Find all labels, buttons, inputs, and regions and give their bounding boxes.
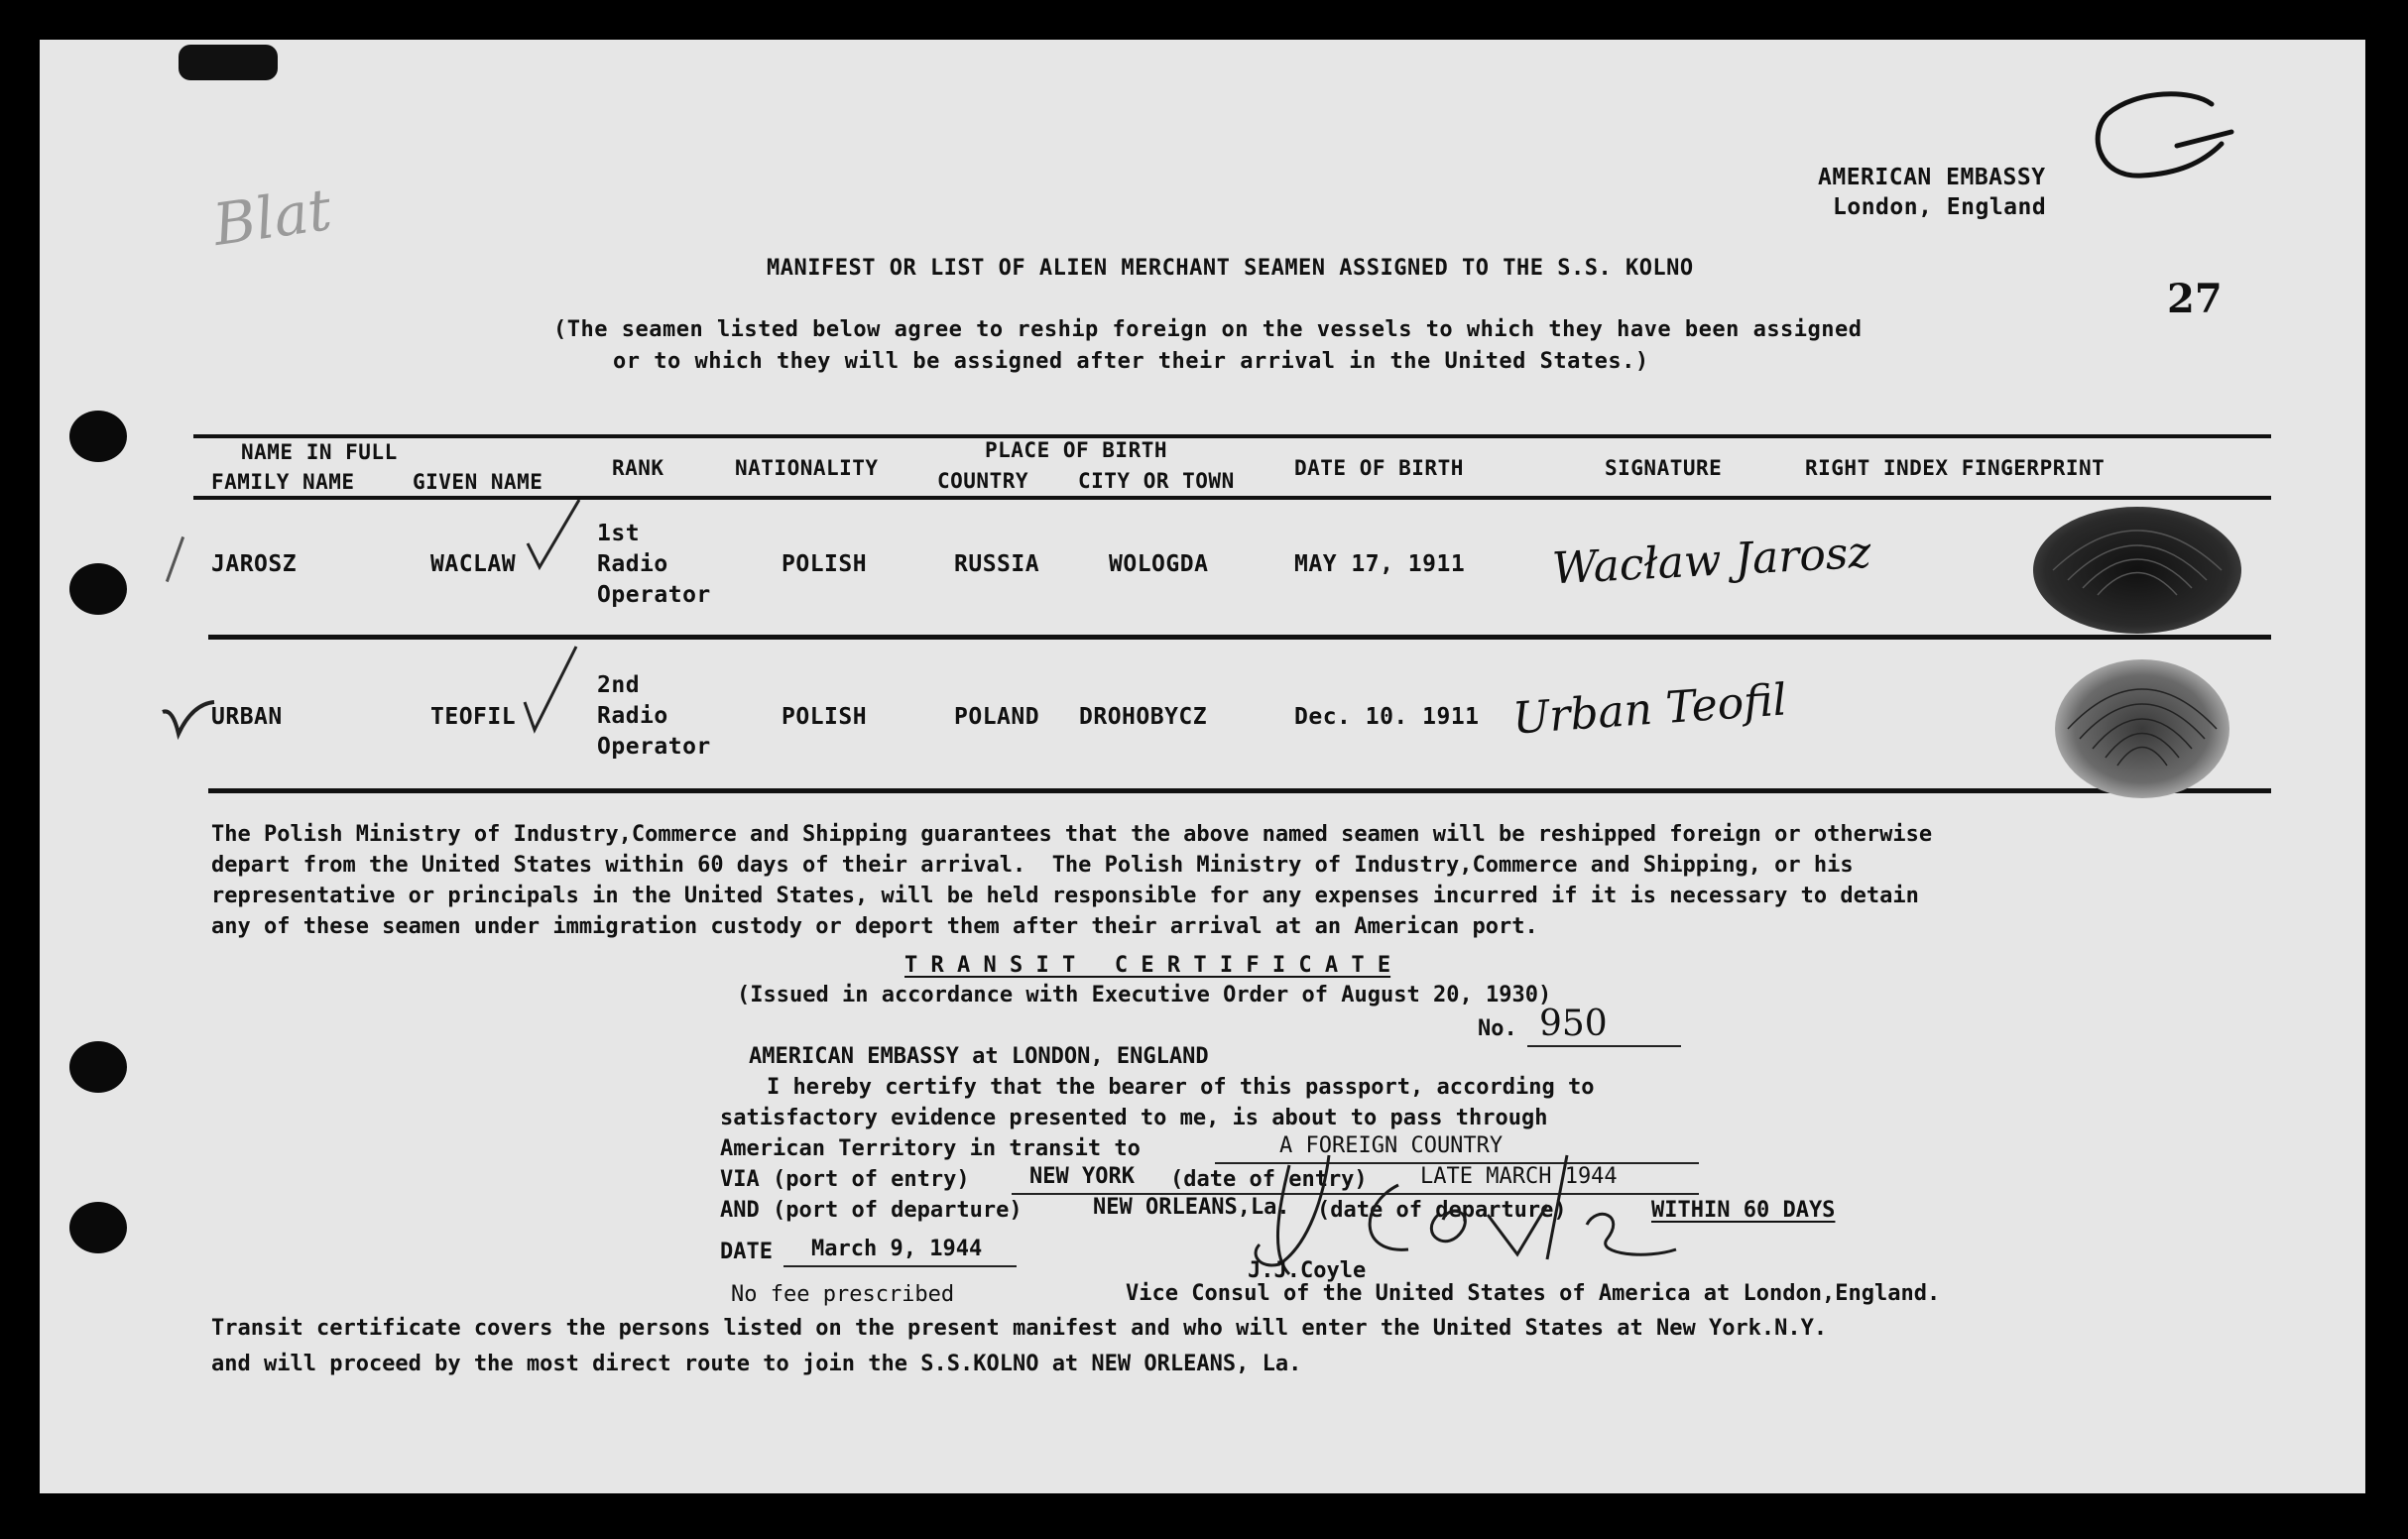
- number-underline: [1527, 1045, 1681, 1047]
- header-city-or-town: CITY OR TOWN: [1078, 469, 1235, 493]
- table-rule-row1: [208, 635, 2271, 640]
- nationality-cell: POLISH: [782, 704, 868, 730]
- guarantee-line: The Polish Ministry of Industry,Commerce and Shipping guarantees that the above named seamen will be reshipped foreign or otherwise: [211, 822, 1933, 847]
- check-mark-icon: [159, 694, 218, 744]
- fee-note: No fee prescribed: [731, 1282, 955, 1307]
- table-rule-top: [193, 434, 2271, 438]
- certificate-heading: T R A N S I T C E R T I F I C A T E: [904, 953, 1391, 978]
- certificate-no-label: No.: [1478, 1016, 1517, 1041]
- margin-scribble: Blat: [208, 176, 336, 259]
- document-title: MANIFEST OR LIST OF ALIEN MERCHANT SEAMEN ASSIGNED TO THE S.S. KOLNO: [767, 256, 1694, 281]
- table-rule-header: [193, 496, 2271, 500]
- certificate-body: satisfactory evidence presented to me, is about to pass through: [720, 1106, 1548, 1130]
- table-rule-row2: [208, 788, 2271, 793]
- check-mark-icon: [524, 496, 583, 575]
- header-name-in-full: NAME IN FULL: [241, 440, 398, 464]
- family-name-cell: URBAN: [211, 704, 283, 730]
- rank-cell: 2nd: [597, 672, 641, 698]
- country-cell: POLAND: [954, 704, 1040, 730]
- page-number: 27: [2167, 276, 2223, 322]
- date-underline: [783, 1265, 1017, 1267]
- punch-hole: [69, 1041, 127, 1093]
- punch-hole: [69, 563, 127, 615]
- header-date-of-birth: DATE OF BIRTH: [1294, 456, 1464, 480]
- and-label: AND (port of departure): [720, 1198, 1023, 1223]
- date-of-birth-cell: Dec. 10. 1911: [1294, 704, 1480, 730]
- fingerprint-image: [2028, 501, 2246, 640]
- rank-cell: Operator: [597, 582, 711, 608]
- certificate-issued: (Issued in accordance with Executive Order of August 20, 1930): [737, 983, 1552, 1007]
- officer-name: J.J.Coyle: [1248, 1258, 1367, 1283]
- destination-value: A FOREIGN COUNTRY: [1279, 1133, 1504, 1158]
- given-name-cell: TEOFIL: [430, 704, 517, 730]
- signature-cell: Wacław Jarosz: [1550, 527, 1872, 595]
- officer-title: Vice Consul of the United States of America at London,England.: [1126, 1281, 1941, 1306]
- date-of-birth-cell: MAY 17, 1911: [1294, 551, 1466, 577]
- guarantee-line: depart from the United States within 60 days of their arrival. The Polish Ministry of Industry,Commerce and Shipping, or his: [211, 853, 1854, 878]
- embassy-city: London, England: [1833, 194, 2047, 220]
- rank-cell: Operator: [597, 734, 711, 760]
- certificate-embassy: AMERICAN EMBASSY at LONDON, ENGLAND: [749, 1044, 1209, 1069]
- guarantee-line: any of these seamen under immigration custody or deport them after their arrival at an American port.: [211, 914, 1538, 939]
- certificate-number: 950: [1539, 1004, 1608, 1044]
- date-of-entry-value: LATE MARCH 1944: [1420, 1164, 1618, 1189]
- date-of-departure-value: WITHIN 60 DAYS: [1651, 1198, 1836, 1223]
- footer-line: and will proceed by the most direct route to join the S.S.KOLNO at NEW ORLEANS, La.: [211, 1352, 1302, 1376]
- fingerprint-image: [2048, 654, 2236, 803]
- family-name-cell: JAROSZ: [211, 551, 298, 577]
- given-name-cell: WACLAW: [430, 551, 517, 577]
- header-nationality: NATIONALITY: [735, 456, 879, 480]
- via-label: VIA (port of entry): [720, 1167, 970, 1192]
- signature-cell: Urban Teofil: [1510, 674, 1789, 745]
- date-of-departure-label: (date of departure): [1317, 1198, 1567, 1223]
- rank-cell: 1st: [597, 521, 641, 546]
- date-label: DATE: [720, 1240, 773, 1264]
- guarantee-line: representative or principals in the United States, will be held responsible for any expenses incurred if it is necessary to detain: [211, 884, 1919, 908]
- punch-hole: [69, 411, 127, 462]
- city-cell: DROHOBYCZ: [1079, 704, 1208, 730]
- handwritten-g-mark: [2083, 84, 2241, 193]
- nationality-cell: POLISH: [782, 551, 868, 577]
- country-cell: RUSSIA: [954, 551, 1040, 577]
- port-of-departure-value: NEW ORLEANS,La.: [1093, 1195, 1290, 1220]
- document-subtitle-2: or to which they will be assigned after their arrival in the United States.): [613, 349, 1649, 374]
- header-fingerprint: RIGHT INDEX FINGERPRINT: [1805, 456, 2106, 480]
- officer-signature: [1309, 1190, 1313, 1191]
- header-place-of-birth: PLACE OF BIRTH: [985, 438, 1168, 462]
- rank-cell: Radio: [597, 703, 668, 729]
- port-of-entry-value: NEW YORK: [1029, 1164, 1135, 1189]
- document-subtitle-1: (The seamen listed below agree to reship foreign on the vessels to which they have been assigned: [553, 317, 1863, 342]
- header-given-name: GIVEN NAME: [413, 470, 543, 494]
- certificate-body: American Territory in transit to: [720, 1136, 1141, 1161]
- punch-hole: [69, 1202, 127, 1253]
- header-rank: RANK: [612, 456, 664, 480]
- date-value: March 9, 1944: [811, 1237, 983, 1261]
- city-cell: WOLOGDA: [1109, 551, 1209, 577]
- check-mark-icon: [521, 643, 580, 737]
- header-country: COUNTRY: [937, 469, 1029, 493]
- ink-blot: [179, 45, 278, 80]
- header-signature: SIGNATURE: [1605, 456, 1723, 480]
- date-of-entry-label: (date of entry): [1170, 1167, 1368, 1192]
- certificate-body: I hereby certify that the bearer of this passport, according to: [767, 1075, 1595, 1100]
- rank-cell: Radio: [597, 551, 668, 577]
- footer-line: Transit certificate covers the persons listed on the present manifest and who will enter the United States at New York.N.Y.: [211, 1316, 1828, 1341]
- embassy-name: AMERICAN EMBASSY: [1818, 165, 2046, 190]
- header-family-name: FAMILY NAME: [211, 470, 355, 494]
